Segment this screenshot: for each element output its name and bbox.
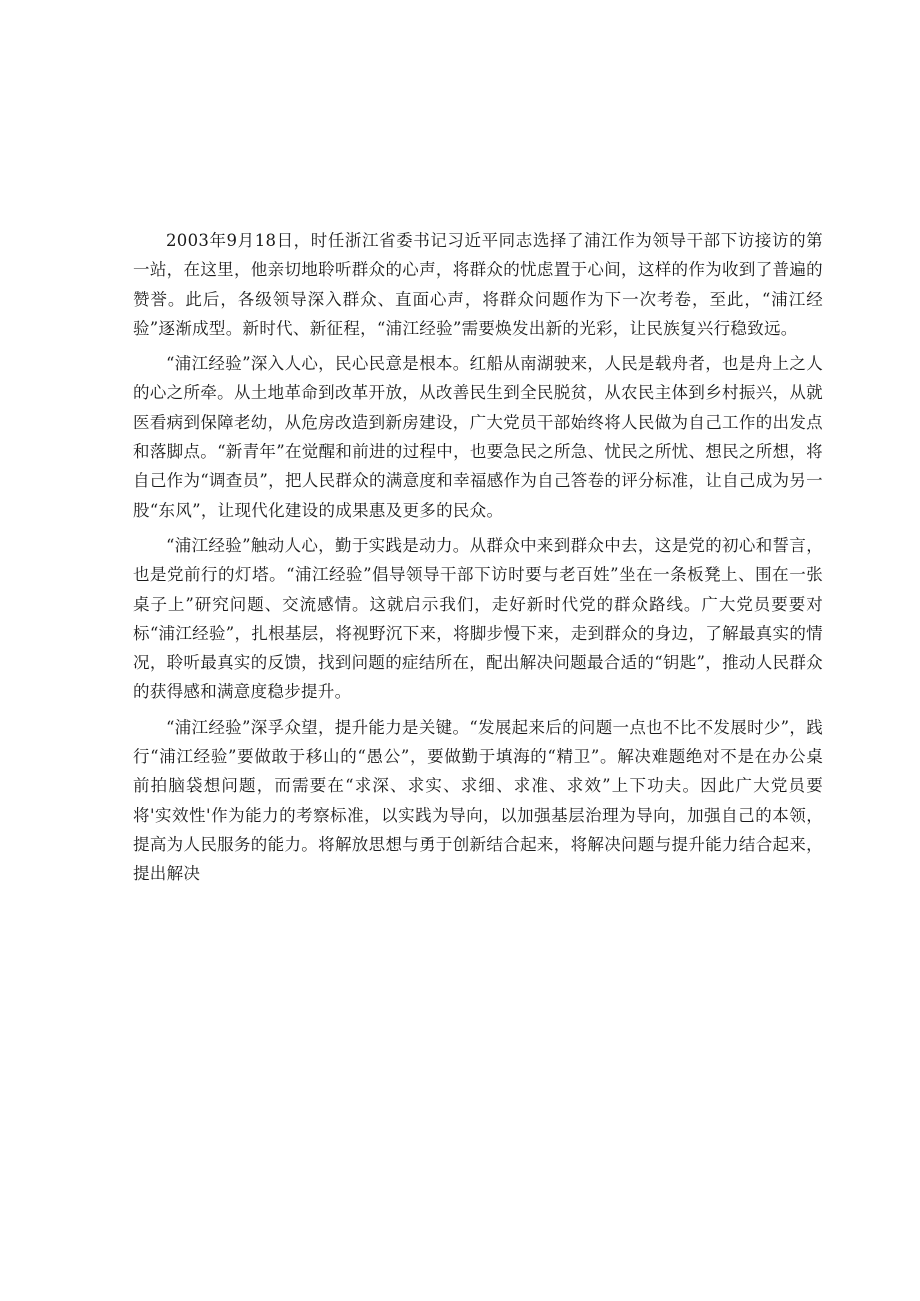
- paragraph-practice: “浦江经验”触动人心，勤于实践是动力。从群众中来到群众中去，这是党的初心和誓言，也是党前行的灯塔。“浦江经验”倡导领导干部下访时要与老百姓”坐在一条板凳上、围在一张桌子上”研究问题、交流感情。这就启示我们，走好新时代党的群众路线。广大党员要要对标“浦江经验”，扎根基层，将视野沉下来，将脚步慢下来，走到群众的身边，了解最真实的情况，聆听最真实的反馈，找到问题的症结所在，配出解决问题最合适的“钥匙”，推动人民群众的获得感和满意度稳步提升。: [133, 535, 823, 702]
- paragraph-intro: 2003年9月18日，时任浙江省委书记习近平同志选择了浦江作为领导干部下访接访的第一站，在这里，他亲切地聆听群众的心声，将群众的忧虑置于心间，这样的作为收到了普遍的赞誉。此后，各级领导深入群众、直面心声，将群众问题作为下一次考卷，至此，“浦江经验”逐渐成型。新时代、新征程，“浦江经验”需要焕发出新的光彩，让民族复兴行稳致远。: [133, 231, 823, 338]
- article-body: [133, 226, 823, 895]
- paragraph-capability: “浦江经验”深孚众望，提升能力是关键。“发展起来后的问题一点也不比不发展时少”，践行“浦江经验”要做敢于移山的“愚公”，要做勤于填海的“精卫”。解决难题绝对不是在办公桌前拍脑袋想问题，而需要在“求深、求实、求细、求准、求效”上下功夫。因此广大党员要将'实效性'作为能力的考察标准，以实践为导向，以加强基层治理为导向，加强自己的本领，提高为人民服务的能力。将解放思想与勇于创新结合起来，将解决问题与提升能力结合起来，提出解决: [133, 717, 823, 884]
- paragraph-people-first: “浦江经验”深入人心，民心民意是根本。红船从南湖驶来，人民是载舟者，也是舟上之人的心之所牵。从土地革命到改革开放，从改善民生到全民脱贫，从农民主体到乡村振兴，从就医看病到保障老幼，从危房改造到新房建设，广大党员干部始终将人民做为自己工作的出发点和落脚点。“新青年”在觉醒和前进的过程中，也要急民之所急、忧民之所忧、想民之所想，将自己作为“调查员”，把人民群众的满意度和幸福感作为自己答卷的评分标准，让自己成为另一股“东风”，让现代化建设的成果惠及更多的民众。: [133, 354, 823, 520]
